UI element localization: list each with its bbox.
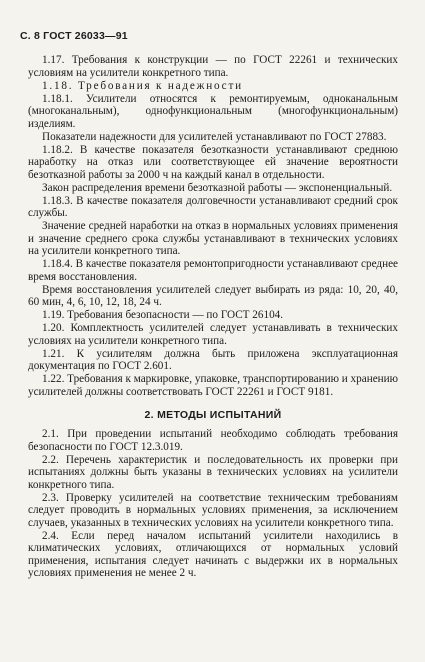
paragraph-1-18-3: 1.18.3. В качестве показателя долговечности устанавливают средний срок службы.: [28, 194, 398, 219]
paragraph-1-18-1: 1.18.1. Усилители относятся к ремонтируемым, одноканальным (многоканальным), однофункциональным (многофункциональным) изделиям.: [28, 92, 398, 130]
paragraph-1-20: 1.20. Комплектность усилителей следует устанавливать в технических условиях на усилители конкретного типа.: [28, 322, 398, 347]
paragraph-1-18-heading: 1.18. Требования к надежности: [42, 79, 243, 92]
requirements-section: [28, 54, 398, 398]
paragraph-2-1: 2.1. При проведении испытаний необходимо соблюдать требования безопасности по ГОСТ 12.3.019.: [28, 428, 398, 453]
paragraph-1-19: 1.19. Требования безопасности — по ГОСТ 26104.: [42, 309, 284, 321]
paragraph-2-4: 2.4. Если перед началом испытаний усилители находились в климатических условиях, отличающихся от нормальных условий применения, испытания следует начинать с выдержки их в нормальных условиях применения не менее 2 ч.: [28, 529, 398, 579]
paragraph-1-18-2: 1.18.2. В качестве показателя безотказности устанавливают среднюю наработку на отказ или соответствующее ей значение вероятности безотказной работы за 2000 ч на каждый канал в отдельности.: [28, 143, 398, 181]
paragraph-1-21: 1.21. К усилителям должна быть приложена эксплуатационная документация по ГОСТ 2.601.: [28, 347, 398, 372]
paragraph-distribution-law: Закон распределения времени безотказной работы — экспоненциальный.: [42, 181, 393, 194]
paragraph-1-17: 1.17. Требования к конструкции — по ГОСТ 22261 и технических условиям на усилители конкретного типа.: [28, 54, 398, 79]
paragraph-mtbf-values: Значение средней наработки на отказ в нормальных условиях применения и значение среднего срока службы устанавливают в технических условиях на усилители конкретного типа.: [28, 220, 398, 257]
section-title-test-methods: 2. МЕТОДЫ ИСПЫТАНИЙ: [144, 409, 282, 421]
test-methods-section: [28, 428, 398, 580]
paragraph-reliability-indicators: Показатели надежности для усилителей устанавливают по ГОСТ 27883.: [42, 130, 387, 143]
paragraph-2-3: 2.3. Проверку усилителей на соответствие техническим требованиям следует проводить в нормальных условиях применения, за исключением случаев, указанных в технических условиях на усилители конкретного типа.: [28, 491, 398, 529]
paragraph-1-18-4: 1.18.4. В качестве показателя ремонтопригодности устанавливают среднее время восстановления.: [28, 258, 398, 283]
page-header: С. 8 ГОСТ 26033—91: [20, 30, 128, 42]
paragraph-recovery-time: Время восстановления усилителей следует выбирать из ряда: 10, 20, 40, 60 мин, 4, 6, 10, 12, 18, 24 ч.: [28, 283, 398, 308]
document-body: [28, 54, 398, 580]
paragraph-2-2: 2.2. Перечень характеристик и последовательность их проверки при испытаниях должны быть указаны в технических условиях на усилители конкретного типа.: [28, 453, 398, 491]
paragraph-1-22: 1.22. Требования к маркировке, упаковке, транспортированию и хранению усилителей должны соответствовать ГОСТ 22261 и ГОСТ 9181.: [28, 373, 398, 398]
